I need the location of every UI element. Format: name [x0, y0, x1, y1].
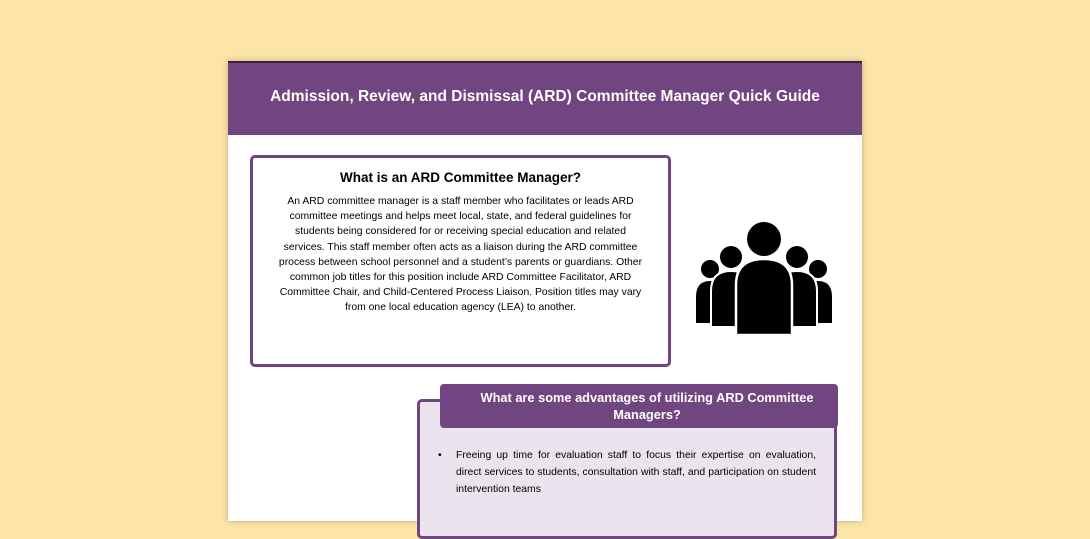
- group-of-people-icon: [694, 219, 834, 339]
- page-title: Admission, Review, and Dismissal (ARD) Committee Manager Quick Guide: [270, 88, 820, 105]
- advantage-text: Freeing up time for evaluation staff to focus their expertise on evaluation, direct services to students, consultation with staff, and participation on student intervention teams: [456, 450, 816, 495]
- what-is-ard-box: [250, 155, 671, 367]
- header-banner: [228, 61, 862, 135]
- list-item: [436, 447, 816, 498]
- advantages-list: [436, 447, 816, 498]
- bullet-icon: •: [438, 450, 442, 461]
- advantages-header: [440, 384, 838, 428]
- document-page: [228, 61, 862, 521]
- what-is-ard-title: What is an ARD Committee Manager?: [339, 170, 582, 185]
- what-is-ard-body: An ARD committee manager is a staff member who facilitates or leads ARD committee meetings and helps meet local, state, and federal guidelines for students being considered for or receiving special education and related services. This staff member often acts as a liaison during the ARD committee process between school personnel and a student’s parents or guardians. Other common job titles for this position include ARD Committee Facilitator, ARD Committee Chair, and Child-Centered Process Liaison. Position titles may vary from one local education agency (LEA) to another.: [278, 196, 643, 314]
- advantages-title: What are some advantages of utilizing ARD Committee Managers?: [480, 390, 814, 422]
